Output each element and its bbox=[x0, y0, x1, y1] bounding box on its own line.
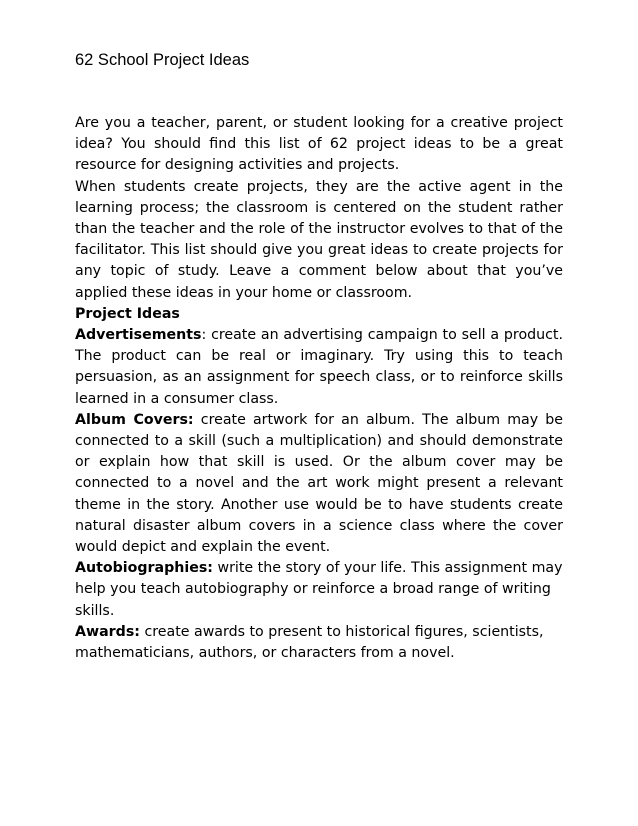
idea-separator bbox=[194, 412, 201, 428]
idea-description: write the story of your life. This assignment may help you teach autobiography or reinforce a broad range of writing skills. bbox=[75, 560, 563, 619]
document-body bbox=[75, 113, 563, 664]
idea-entry-autobiographies bbox=[75, 558, 563, 622]
document-title: 62 School Project Ideas bbox=[75, 51, 250, 69]
idea-entry-advertisements bbox=[75, 325, 563, 410]
section-heading: Project Ideas bbox=[75, 305, 180, 322]
idea-term: Advertisements bbox=[75, 327, 202, 344]
idea-description: create an advertising campaign to sell a product. The product can be real or imaginary. Try using this to teach persuasion, as an assignment for speech class, or to reinforce skills learned in a consumer class. bbox=[75, 327, 563, 407]
intro-paragraph: Are you a teacher, parent, or student looking for a creative project idea? You should find this list of 62 project ideas to be a great resource for designing activities and projects. bbox=[75, 115, 563, 174]
idea-description: create awards to present to historical figures, scientists, mathematicians, authors, or characters from a novel. bbox=[75, 623, 544, 662]
idea-separator: : bbox=[201, 327, 212, 344]
idea-term: Autobiographies: bbox=[75, 560, 213, 577]
idea-entry-album-covers bbox=[75, 410, 563, 558]
intro-paragraph: When students create projects, they are the active agent in the learning process; the classroom is centered on the student rather than the teacher and the role of the instructor evolves to that of the facilitator. This list should give you great ideas to create projects for any topic of study. Leave a comment below about that you’ve applied these ideas in your home or classroom. bbox=[75, 178, 563, 301]
idea-description: create artwork for an album. The album may be connected to a skill (such a multiplication) and should demonstrate or explain how that skill is used. Or the album cover may be connected to a novel and the art work might present a relevant theme in the story. Another use would be to have students create natural disaster album covers in a science class where the cover would depict and explain the event. bbox=[75, 411, 564, 556]
idea-term: Awards: bbox=[75, 623, 140, 640]
idea-entry-awards bbox=[75, 622, 563, 664]
idea-term: Album Covers: bbox=[75, 411, 194, 428]
